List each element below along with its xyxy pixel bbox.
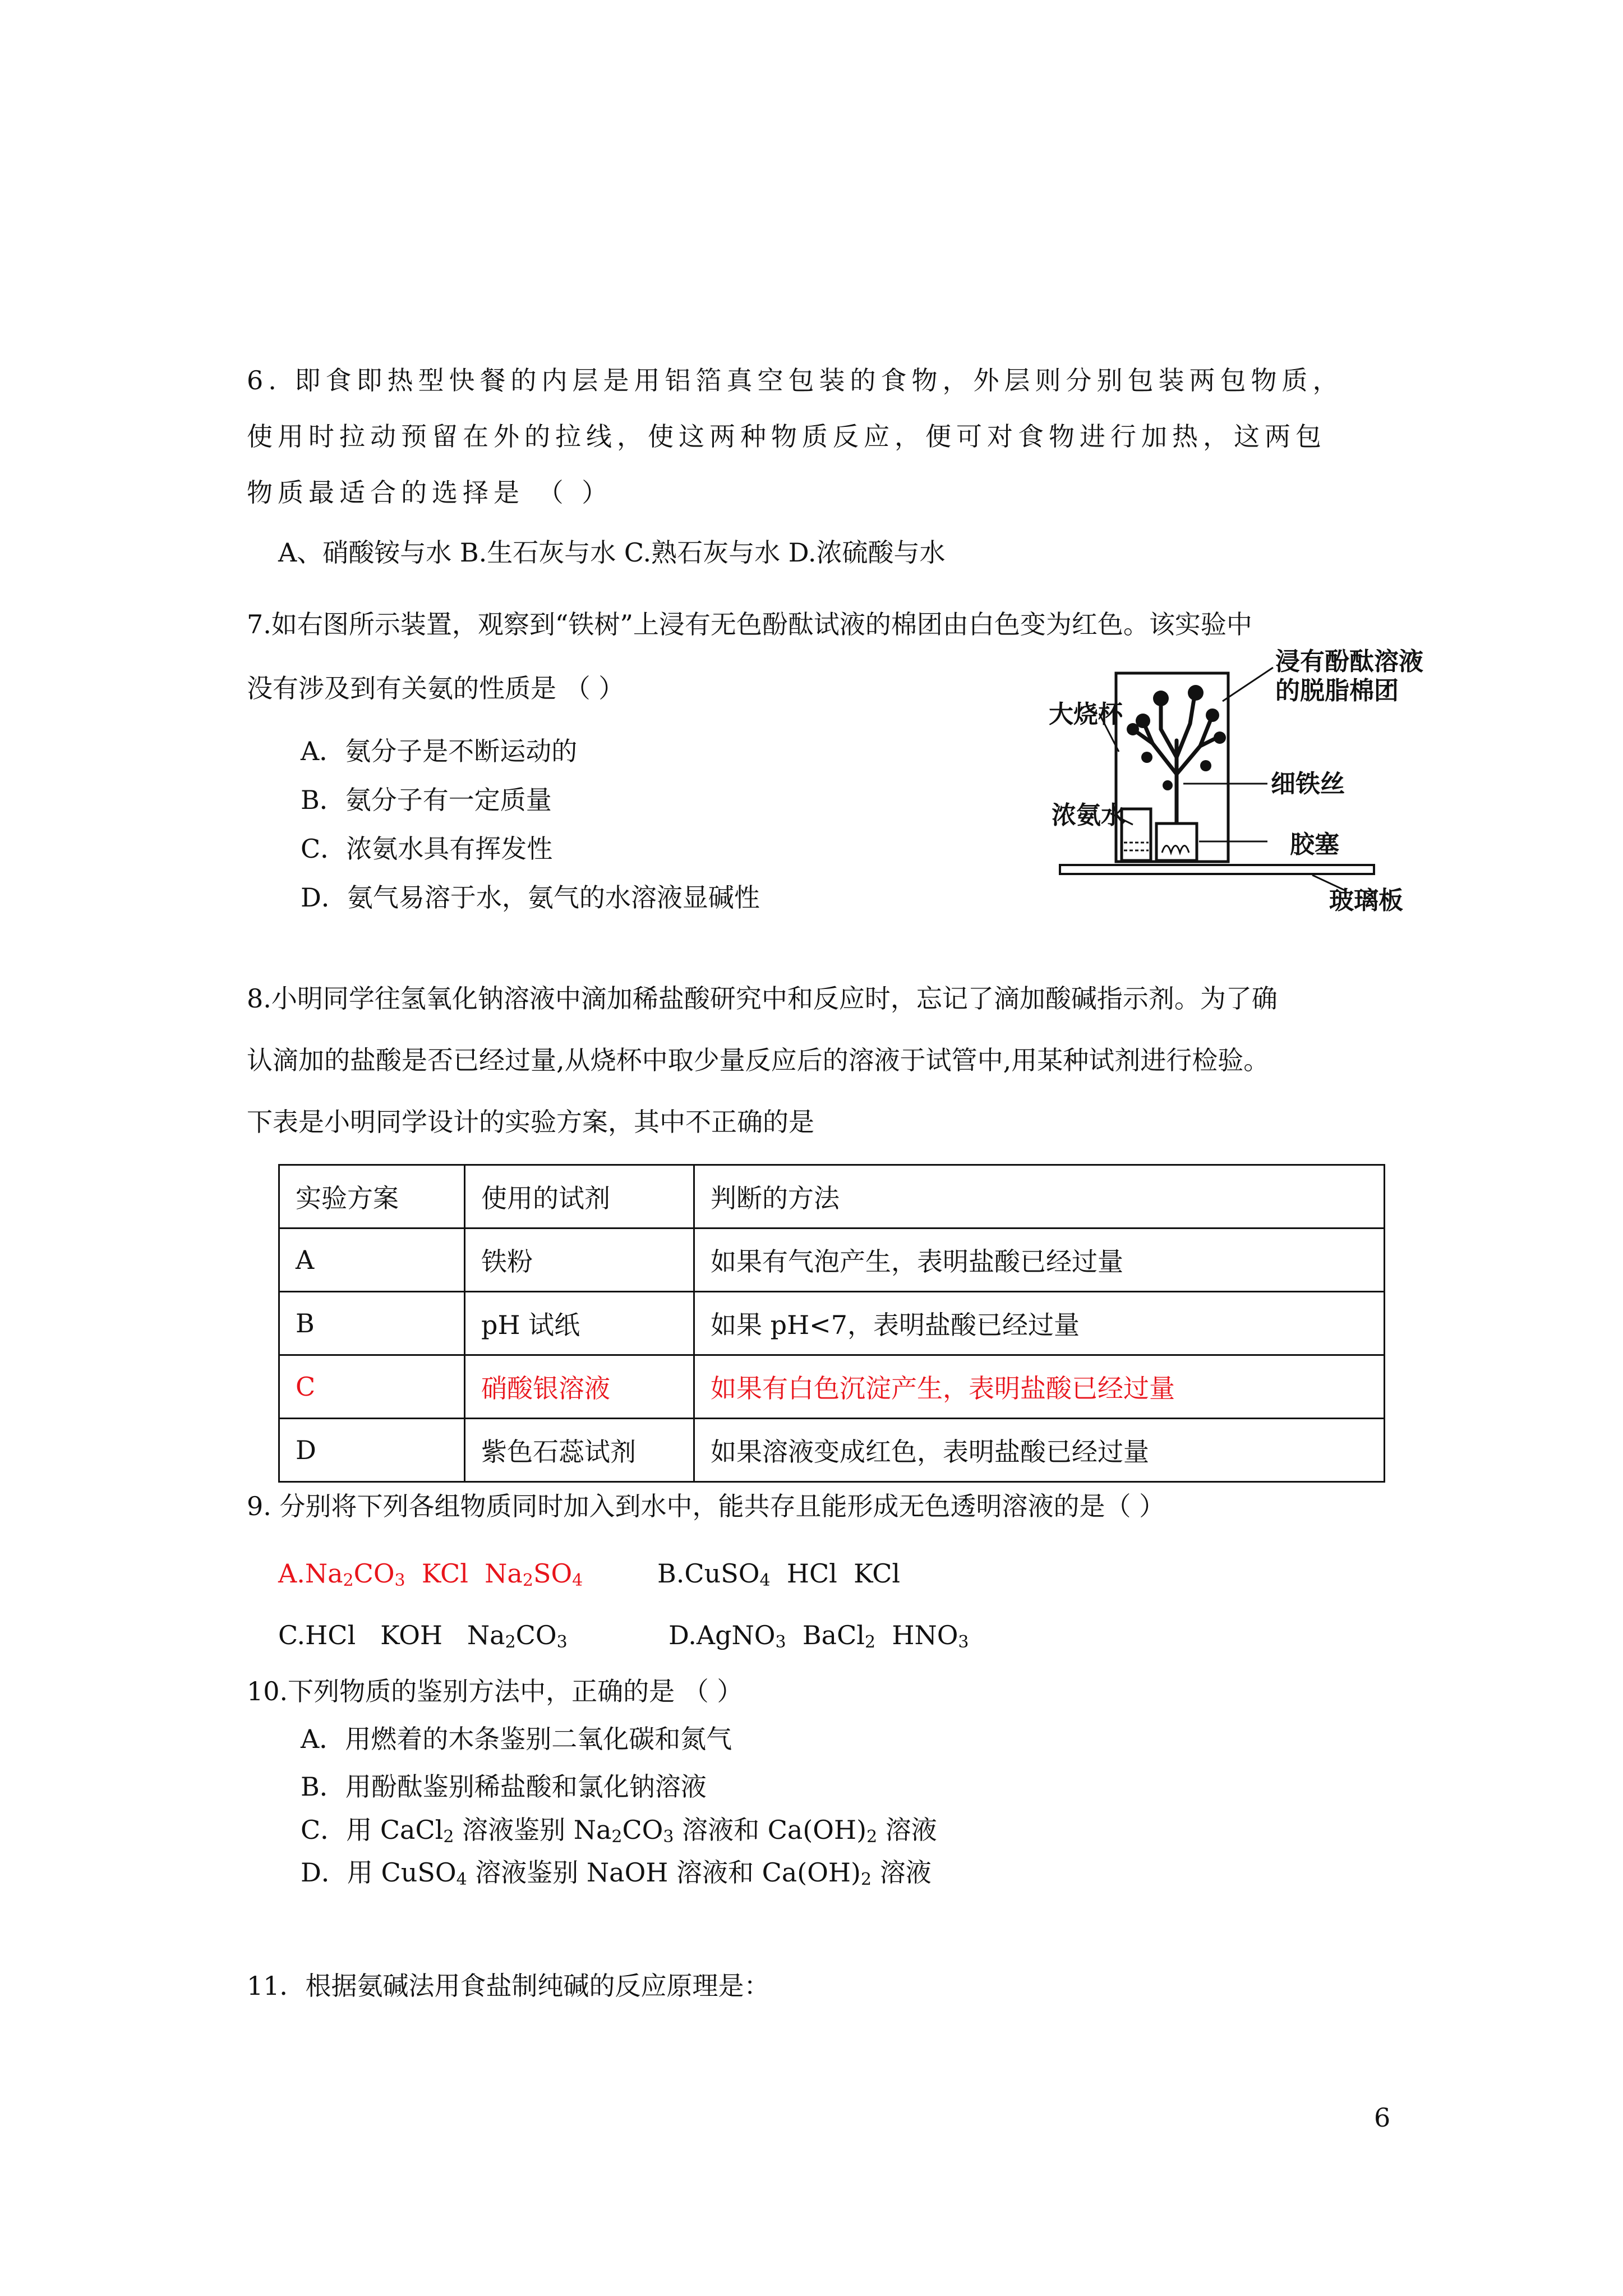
q6-line-3: 物质最适合的选择是 （ ） [247, 477, 613, 508]
table-cell: 如果有白色沉淀产生，表明盐酸已经过量 [694, 1355, 1385, 1419]
q8-line-2: 认滴加的盐酸是否已经过量,从烧杯中取少量反应后的溶液于试管中,用某种试剂进行检验。 [247, 1045, 1270, 1075]
rubber-stopper [1156, 823, 1197, 861]
glass-plate [1060, 865, 1374, 874]
table-cell: 如果 pH<7，表明盐酸已经过量 [694, 1292, 1385, 1355]
table-cell: 铁粉 [465, 1228, 694, 1292]
q10-option-c: C．用 CaCl$_2$ 溶液鉴别 $Na_2CO_3$ 溶液和 $Ca(OH)_2$ 溶液 [301, 1815, 937, 1847]
table-cell: pH 试纸 [465, 1292, 694, 1355]
table-cell: D [279, 1419, 465, 1482]
apparatus-drawing [1049, 645, 1464, 926]
ammonia-beaker [1122, 809, 1151, 861]
table-header-cell: 实验方案 [279, 1165, 465, 1228]
q10-option-b: B．用酚酞鉴别稀盐酸和氯化钠溶液 [301, 1772, 707, 1802]
iron-tree-apparatus-diagram [1049, 645, 1464, 926]
table-cell: 如果有气泡产生，表明盐酸已经过量 [694, 1228, 1385, 1292]
q7-option-a: A．氨分子是不断运动的 [301, 736, 578, 766]
table-row [279, 1419, 1385, 1482]
table-cell: 紫色石蕊试剂 [465, 1419, 694, 1482]
q8-experiment-table [278, 1164, 1385, 1483]
q9-option-a: $A.Na_2CO_3$ KCl $Na_2SO_4$ [278, 1558, 583, 1590]
q7-line-1: 7.如右图所示装置，观察到“铁树”上浸有无色酚酞试液的棉团由白色变为红色。该实验中 [247, 609, 1252, 639]
q10-stem: 10.下列物质的鉴别方法中，正确的是 （ ） [247, 1676, 743, 1706]
label-cotton-line-1: 浸有酚酞溶液 [1275, 647, 1423, 676]
table-cell: C [279, 1355, 465, 1419]
table-header-cell: 使用的试剂 [465, 1165, 694, 1228]
q7-option-b: B．氨分子有一定质量 [301, 785, 552, 815]
table-cell: 硝酸银溶液 [465, 1355, 694, 1419]
q6-line-1: 6. 即食即热型快餐的内层是用铝箔真空包装的食物，外层则分别包装两包物质， [247, 365, 1344, 395]
q11-stem: 11．根据氨碱法用食盐制纯碱的反应原理是： [247, 1971, 770, 2001]
q10-option-d: D．用 CuSO$_4$ 溶液鉴别 NaOH 溶液和 $Ca(OH)_2$ 溶液 [301, 1857, 932, 1889]
label-cotton-line-2: 的脱脂棉团 [1275, 677, 1399, 705]
q9-option-d: D.AgNO$_3$ BaCl$_2$ $HNO_3$ [668, 1620, 969, 1652]
label-ammonia: 浓氨水 [1052, 801, 1126, 830]
q7-option-c: C．浓氨水具有挥发性 [301, 834, 553, 864]
label-iron-wire: 细铁丝 [1271, 770, 1345, 798]
q7-option-d: D．氨气易溶于水，氨气的水溶液显碱性 [301, 882, 760, 913]
q6-options: A、硝酸铵与水 B.生石灰与水 C.熟石灰与水 D.浓硫酸与水 [278, 537, 946, 568]
table-header-cell: 判断的方法 [694, 1165, 1385, 1228]
table-cell: B [279, 1292, 465, 1355]
table-cell: 如果溶液变成红色，表明盐酸已经过量 [694, 1419, 1385, 1482]
q8-line-3: 下表是小明同学设计的实验方案，其中不正确的是 [247, 1107, 814, 1137]
table-row [279, 1292, 1385, 1355]
q9-option-c: C.HCl KOH $Na_2CO_3$ [278, 1620, 568, 1652]
q8-line-1: 8.小明同学往氢氧化钠溶液中滴加稀盐酸研究中和反应时，忘记了滴加酸碱指示剂。为了确 [247, 983, 1278, 1014]
page-number: 6 [1374, 2102, 1391, 2133]
q9-stem: 9. 分别将下列各组物质同时加入到水中，能共存且能形成无色透明溶液的是（ ） [247, 1491, 1165, 1521]
q10-option-a: A．用燃着的木条鉴别二氧化碳和氮气 [301, 1724, 732, 1754]
label-big-beaker: 大烧杯 [1049, 700, 1123, 729]
q9-option-b: B.CuSO$_4$ HCl KCl [657, 1558, 901, 1590]
table-row [279, 1228, 1385, 1292]
table-row-highlighted [279, 1355, 1385, 1419]
q6-line-2: 使用时拉动预留在外的拉线，使这两种物质反应，便可对食物进行加热，这两包 [247, 421, 1326, 452]
label-stopper: 胶塞 [1290, 830, 1339, 859]
label-glass-plate: 玻璃板 [1329, 886, 1403, 915]
table-cell: A [279, 1228, 465, 1292]
table-header-row [279, 1165, 1385, 1228]
q7-line-2: 没有涉及到有关氨的性质是 （ ） [247, 673, 625, 703]
